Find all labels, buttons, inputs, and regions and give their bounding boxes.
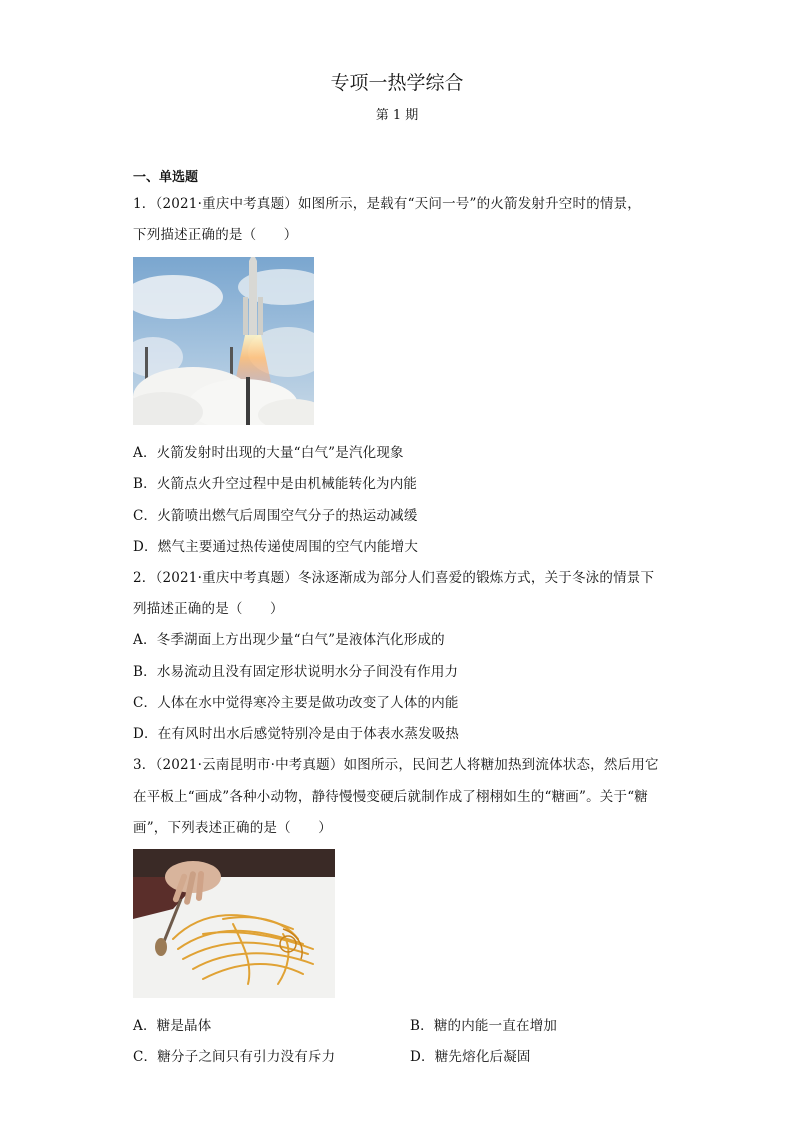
q1-option-d: D．燃气主要通过热传递使周围的空气内能增大 (133, 539, 419, 555)
q2-stem-line-1: 2．（2021·重庆中考真题）冬泳逐渐成为部分人们喜爱的锻炼方式，关于冬泳的情景下 (133, 570, 655, 586)
sugar-painting-image (133, 849, 335, 998)
q2-option-a: A．冬季湖面上方出现少量“白气”是液体汽化形成的 (133, 632, 445, 648)
q1-option-c: C．火箭喷出燃气后周围空气分子的热运动减缓 (133, 508, 418, 524)
q2-option-d: D．在有风时出水后感觉特别冷是由于体表水蒸发吸热 (133, 726, 460, 742)
q2-stem-line-2: 列描述正确的是（ ） (133, 601, 284, 617)
q1-stem-line-1: 1．（2021·重庆中考真题）如图所示，是载有“天问一号”的火箭发射升空时的情景， (133, 196, 641, 212)
q1-stem-line-2: 下列描述正确的是（ ） (133, 227, 298, 243)
q3-stem-line-2: 在平板上“画成”各种小动物，静待慢慢变硬后就制作成了栩栩如生的“糖画”。关于“糖 (133, 789, 649, 805)
q1-option-a: A．火箭发射时出现的大量“白气”是汽化现象 (133, 445, 404, 461)
q3-stem-line-1: 3．（2021·云南昆明市·中考真题）如图所示，民间艺人将糖加热到流体状态，然后用它 (133, 757, 659, 773)
section-heading: 一、单选题 (133, 170, 199, 185)
q3-option-c: C．糖分子之间只有引力没有斥力 (133, 1049, 336, 1065)
issue-number: 第 1 期 (375, 108, 419, 123)
q1-option-b: B．火箭点火升空过程中是由机械能转化为内能 (133, 476, 418, 492)
q2-option-c: C．人体在水中觉得寒冷主要是做功改变了人体的内能 (133, 695, 459, 711)
q3-option-a: A．糖是晶体 (133, 1018, 212, 1034)
rocket-launch-image (133, 257, 314, 425)
q3-option-b: B．糖的内能一直在增加 (410, 1018, 558, 1034)
page-title: 专项一热学综合 (330, 72, 464, 94)
q3-stem-line-3: 画”，下列表述正确的是（ ） (133, 820, 332, 836)
q2-option-b: B．水易流动且没有固定形状说明水分子间没有作用力 (133, 664, 459, 680)
q3-option-d: D．糖先熔化后凝固 (410, 1049, 531, 1065)
